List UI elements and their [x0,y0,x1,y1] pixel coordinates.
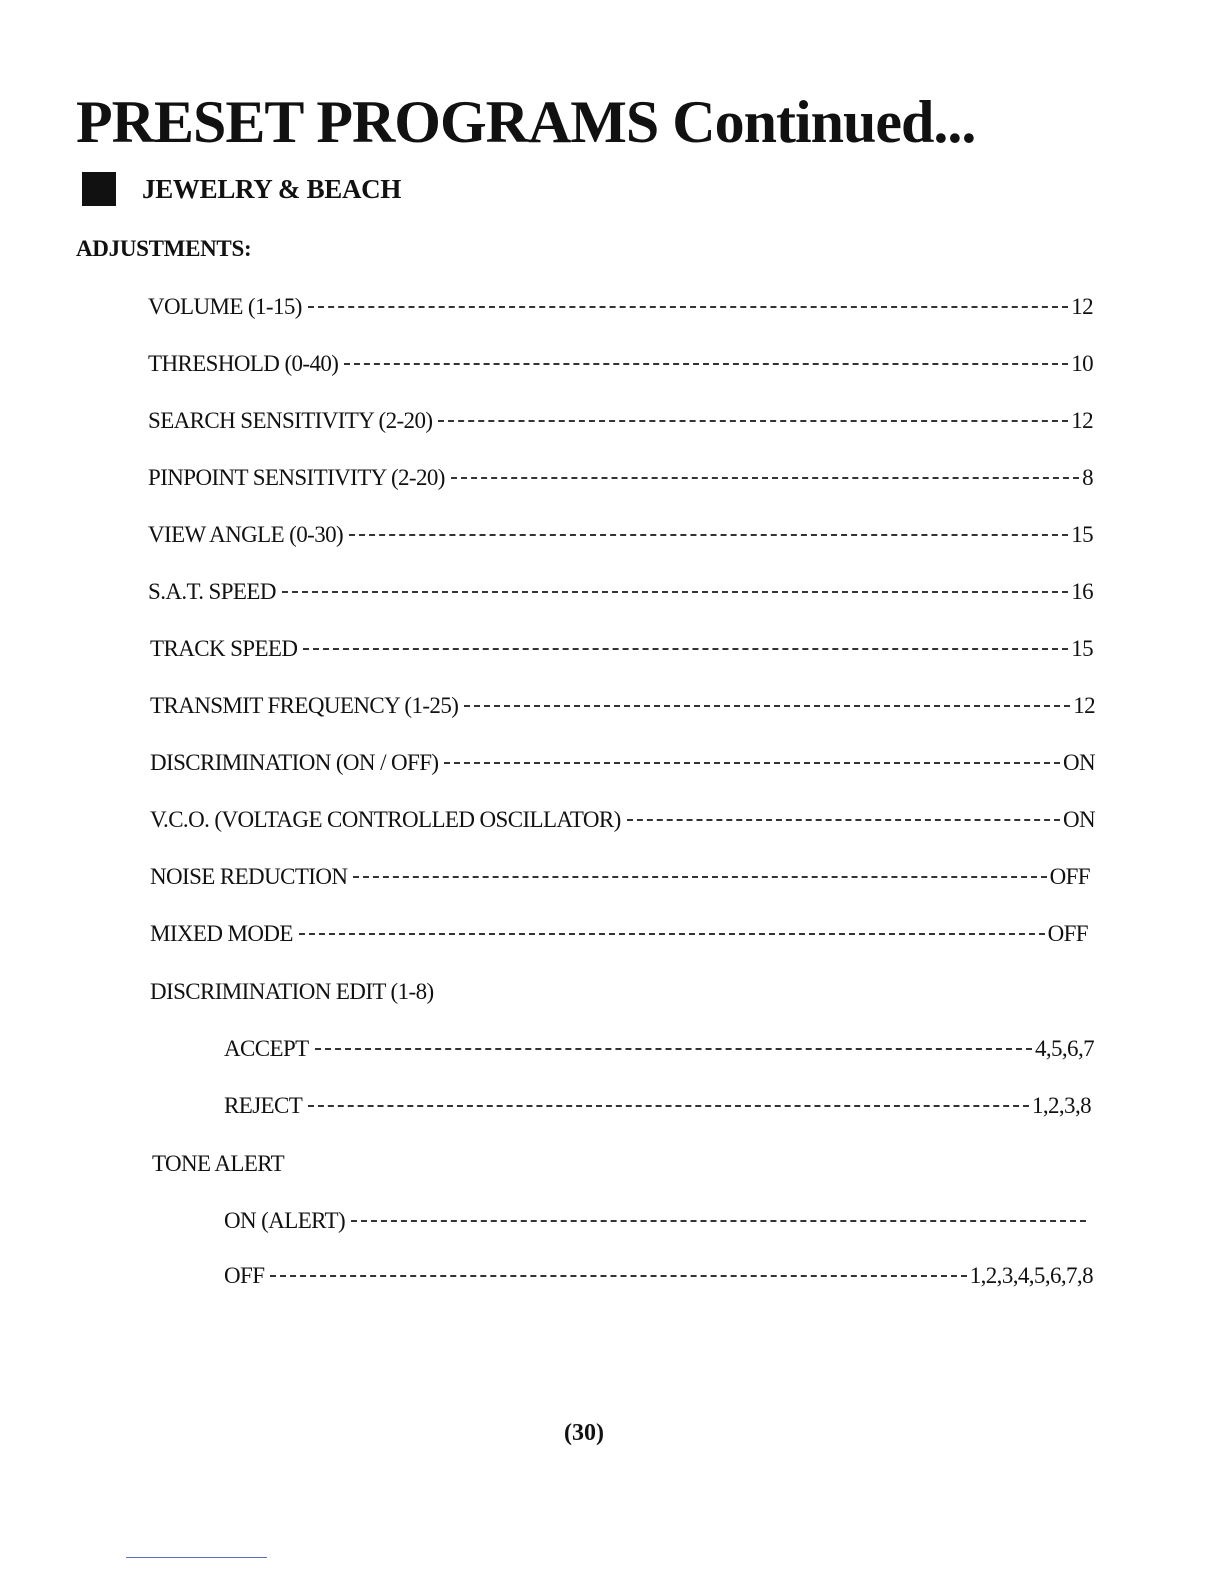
setting-row-track-speed [150,637,1093,660]
setting-row-discrimination [150,751,1095,774]
setting-value: ON [1062,807,1095,832]
page-number: (30) [564,1420,604,1446]
page-title: PRESET PROGRAMS Continued... [76,89,976,155]
tone-alert-on-row [224,1209,1089,1232]
setting-label: THRESHOLD (0-40) [148,351,339,376]
dot-leader [351,1220,1086,1222]
setting-row-pinpoint-sensitivity [148,466,1093,489]
tone-alert-off-row [224,1264,1093,1287]
tone-alert-heading [152,1152,752,1175]
dot-leader [308,1105,1029,1107]
setting-value: OFF [1047,921,1088,946]
dot-leader [308,306,1068,308]
discrimination-edit-reject-row [224,1094,1091,1117]
dot-leader [299,933,1045,935]
dot-leader [282,591,1068,593]
setting-label: V.C.O. (VOLTAGE CONTROLLED OSCILLATOR) [150,807,621,832]
setting-value: 8 [1082,465,1093,490]
dot-leader [344,363,1068,365]
setting-row-search-sensitivity [148,409,1093,432]
subsection-heading: DISCRIMINATION EDIT (1-8) [150,979,434,1004]
setting-label: S.A.T. SPEED [148,579,276,604]
setting-value: 1,2,3,8 [1031,1093,1091,1118]
dot-leader [270,1275,966,1277]
setting-row-noise-reduction [150,865,1090,888]
setting-label: SEARCH SENSITIVITY (2-20) [148,408,433,433]
setting-value: 1,2,3,4,5,6,7,8 [969,1263,1093,1288]
discrimination-edit-accept-row [224,1037,1094,1060]
setting-row-vco [150,808,1095,831]
setting-label: TRACK SPEED [150,636,298,661]
dot-leader [464,705,1070,707]
setting-label: OFF [224,1263,265,1288]
setting-row-sat-speed [148,580,1093,603]
setting-label: DISCRIMINATION (ON / OFF) [150,750,439,775]
setting-row-view-angle [148,523,1093,546]
setting-label: VIEW ANGLE (0-30) [148,522,344,547]
dot-leader [451,477,1079,479]
section-title: JEWELRY & BEACH [142,173,402,204]
dot-leader [627,819,1060,821]
setting-row-mixed-mode [150,922,1088,945]
setting-label: PINPOINT SENSITIVITY (2-20) [148,465,445,490]
setting-label: NOISE REDUCTION [150,864,348,889]
setting-value: OFF [1049,864,1090,889]
dot-leader [303,648,1068,650]
setting-label: VOLUME (1-15) [148,294,302,319]
setting-value: 15 [1071,636,1093,661]
dot-leader [444,762,1059,764]
setting-label: TRANSMIT FREQUENCY (1-25) [150,693,459,718]
discrimination-edit-heading [150,980,750,1003]
dot-leader [315,1048,1032,1050]
setting-value: 10 [1071,351,1093,376]
setting-label: REJECT [224,1093,303,1118]
setting-value: 15 [1071,522,1093,547]
dot-leader [438,420,1068,422]
setting-row-transmit-frequency [150,694,1095,717]
setting-value: 4,5,6,7 [1034,1036,1094,1061]
setting-value: 12 [1073,693,1095,718]
setting-value: ON [1062,750,1095,775]
setting-value: 12 [1071,294,1093,319]
setting-label: MIXED MODE [150,921,293,946]
subsection-heading: TONE ALERT [152,1151,285,1176]
setting-value: 12 [1071,408,1093,433]
dot-leader [349,534,1068,536]
setting-row-threshold [148,352,1093,375]
setting-row-volume [148,295,1093,318]
setting-label: ACCEPT [224,1036,309,1061]
footer-rule [126,1557,267,1558]
setting-label: ON (ALERT) [224,1208,346,1233]
setting-value: 16 [1071,579,1093,604]
dot-leader [353,876,1046,878]
adjustments-label: ADJUSTMENTS: [76,236,252,261]
